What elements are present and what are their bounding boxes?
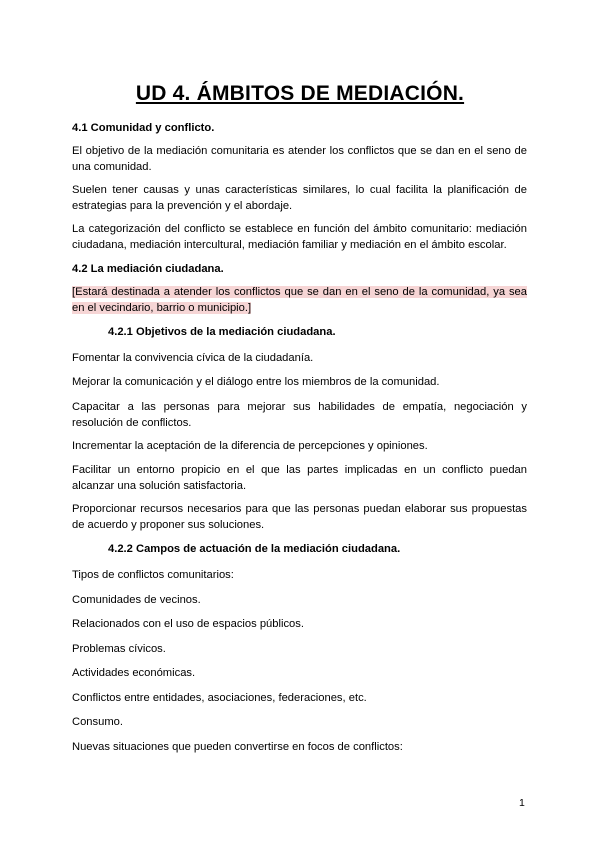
- field-item: Tipos de conflictos comunitarios:: [72, 569, 234, 581]
- objective-item: Capacitar a las personas para mejorar sus habilidades de empatía, negociación y resolución de conflictos.: [72, 401, 527, 429]
- field-item: Consumo.: [72, 716, 123, 728]
- document-title: UD 4. ÁMBITOS DE MEDIACIÓN.: [135, 82, 465, 105]
- field-item: Relacionados con el uso de espacios públicos.: [72, 618, 304, 630]
- highlighted-paragraph: [72, 284, 527, 316]
- field-item: Nuevas situaciones que pueden convertirse en focos de conflictos:: [72, 741, 403, 753]
- heading-4-2-1: 4.2.1 Objetivos de la mediación ciudadana.: [108, 326, 336, 338]
- objective-item: Fomentar la convivencia cívica de la ciudadanía.: [72, 352, 314, 364]
- heading-4-2: 4.2 La mediación ciudadana.: [72, 263, 224, 275]
- heading-4-2-2: 4.2.2 Campos de actuación de la mediación ciudadana.: [108, 543, 401, 555]
- objective-item: Proporcionar recursos necesarios para que las personas puedan elaborar sus propuestas de acuerdo y proponer sus soluciones.: [72, 503, 527, 531]
- field-item: Comunidades de vecinos.: [72, 594, 201, 606]
- heading-4-1: 4.1 Comunidad y conflicto.: [72, 122, 215, 134]
- highlight-text: [Estará destinada a atender los conflictos que se dan en el seno de la comunidad, ya sea en el vecindario, barrio o municipio.]: [72, 286, 527, 314]
- page-number: 1: [519, 797, 525, 809]
- paragraph-4-1-a: El objetivo de la mediación comunitaria es atender los conflictos que se dan en el seno de una comunidad.: [72, 145, 527, 173]
- objective-item: Facilitar un entorno propicio en el que las partes implicadas en un conflicto puedan alcanzar una solución satisfactoria.: [72, 464, 527, 492]
- paragraph-4-1-b: Suelen tener causas y unas características similares, lo cual facilita la planificación de estrategias para la prevención y el abordaje.: [72, 184, 527, 212]
- field-item: Problemas cívicos.: [72, 643, 166, 655]
- objective-item: Mejorar la comunicación y el diálogo entre los miembros de la comunidad.: [72, 376, 440, 388]
- objective-item: Incrementar la aceptación de la diferencia de percepciones y opiniones.: [72, 440, 428, 452]
- field-item: Conflictos entre entidades, asociaciones, federaciones, etc.: [72, 692, 367, 704]
- paragraph-4-1-c: La categorización del conflicto se establece en función del ámbito comunitario: mediación ciudadana, mediación intercultural, mediación familiar y mediación en el ámbito escolar.: [72, 223, 527, 251]
- field-item: Actividades económicas.: [72, 667, 196, 679]
